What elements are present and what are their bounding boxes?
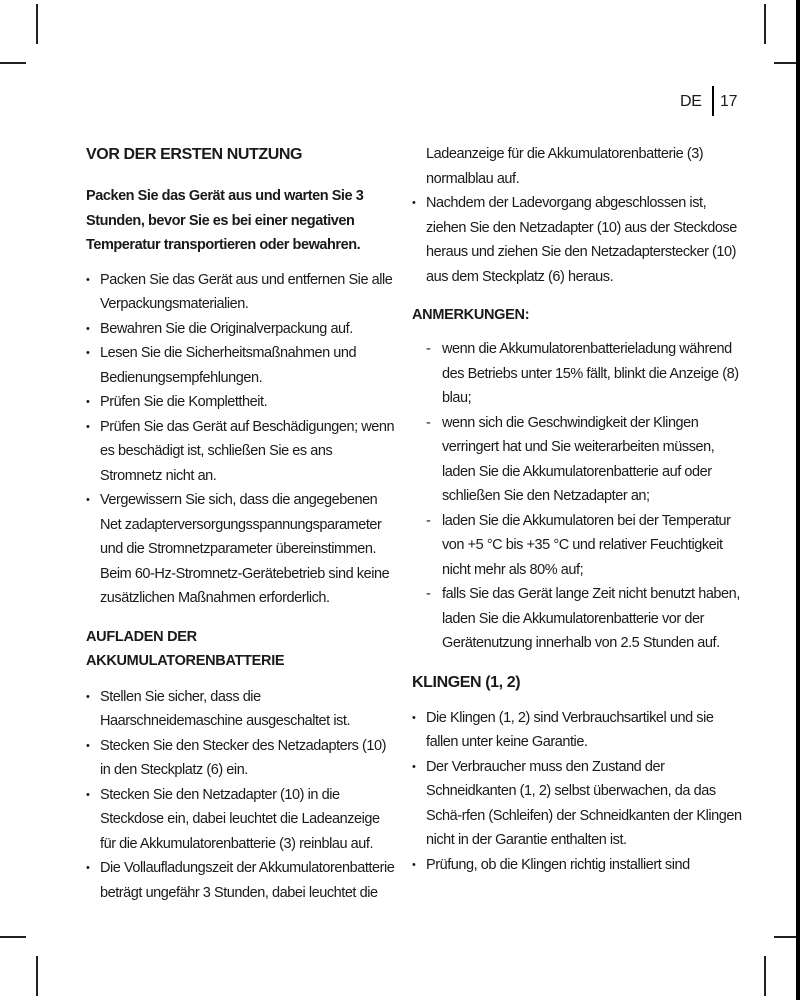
list-item: • Der Verbraucher muss den Zustand der Schneidkanten (1, 2) selbst überwachen, da das Schä-rfen (Schleifen) der Schneidkanten der Klingen nicht in der Garantie enthalten ist.: [412, 755, 744, 853]
list-item: - wenn die Akkumulatorenbatterieladung während des Betriebs unter 15% fällt, blinkt die Anzeige (8) blau;: [412, 337, 744, 411]
crop-mark: [0, 62, 26, 64]
list-item: • Lesen Sie die Sicherheitsmaßnahmen und Bedienungsempfehlungen.: [86, 341, 396, 390]
first-use-lead: Packen Sie das Gerät aus und warten Sie 3 Stunden, bevor Sie es bei einer negativen Temperatur transportieren oder bewahren.: [86, 188, 364, 253]
header-divider: [712, 86, 714, 116]
crop-mark: [0, 936, 26, 938]
blades-list: [412, 706, 744, 878]
crop-mark: [764, 956, 766, 996]
page-edge-bar: [796, 0, 800, 1000]
list-item: • Stecken Sie den Netzadapter (10) in die Steckdose ein, dabei leuchtet die Ladeanzeige für die Akkumulatorenbatterie (3) reinblau auf.: [86, 783, 396, 857]
list-item: • Vergewissern Sie sich, dass die angegebenen Net zadapterversorgungsspannungsparameter und die Stromnetzparameter übereinstimmen. Beim 60-Hz-Stromnetz-Gerätebetrieb sind keine zusätzlichen Maßnahmen erforderlich.: [86, 488, 396, 611]
list-item: • Die Vollaufladungszeit der Akkumulatorenbatterie beträgt ungefähr 3 Stunden, dabei leuchtet die: [86, 856, 396, 905]
list-item: - wenn sich die Geschwindigkeit der Klingen verringert hat und Sie weiterarbeiten müssen, laden Sie die Akkumulatorenbatterie auf oder schließen Sie den Netzadapter an;: [412, 411, 744, 509]
list-item: - falls Sie das Gerät lange Zeit nicht benutzt haben, laden Sie die Akkumulatorenbatterie vor der Gerätenutzung innerhalb von 2.5 Stunden auf.: [412, 582, 744, 656]
list-item: - laden Sie die Akkumulatoren bei der Temperatur von +5 °C bis +35 °C und relativer Feuchtigkeit nicht mehr als 80% auf;: [412, 509, 744, 583]
list-item: • Prüfung, ob die Klingen richtig installiert sind: [412, 853, 744, 878]
charging-list: [86, 685, 396, 906]
list-item: • Bewahren Sie die Originalverpackung auf.: [86, 317, 396, 342]
right-column: [412, 142, 744, 877]
list-item: • Stellen Sie sicher, dass die Haarschneidemaschine ausgeschaltet ist.: [86, 685, 396, 734]
section-title-charging: AUFLADEN DER AKKUMULATORENBATTERIE: [86, 628, 285, 669]
left-column: [86, 142, 396, 905]
continued-text: Ladeanzeige für die Akkumulatorenbatterie (3) normalblau auf.: [426, 146, 704, 187]
section-title-notes: ANMERKUNGEN:: [412, 307, 530, 323]
page-number: 17: [720, 93, 738, 110]
list-item: • Nachdem der Ladevorgang abgeschlossen ist, ziehen Sie den Netzadapter (10) aus der Steckdose heraus und ziehen Sie den Netzadapterstecker (10) aus dem Steckplatz (6) heraus.: [412, 191, 744, 289]
first-use-list: [86, 268, 396, 611]
crop-mark: [764, 4, 766, 44]
notes-list: [412, 337, 744, 656]
list-item: • Packen Sie das Gerät aus und entfernen Sie alle Verpackungsmaterialien.: [86, 268, 396, 317]
crop-mark: [36, 956, 38, 996]
crop-mark: [36, 4, 38, 44]
list-item: • Prüfen Sie die Komplettheit.: [86, 390, 396, 415]
section-title-blades: KLINGEN (1, 2): [412, 673, 521, 691]
list-item: • Stecken Sie den Stecker des Netzadapters (10) in den Steckplatz (6) ein.: [86, 734, 396, 783]
list-item: • Prüfen Sie das Gerät auf Beschädigungen; wenn es beschädigt ist, schließen Sie es ans Stromnetz nicht an.: [86, 415, 396, 489]
list-item: • Die Klingen (1, 2) sind Verbrauchsartikel und sie fallen unter keine Garantie.: [412, 706, 744, 755]
language-code: DE: [680, 93, 702, 110]
section-title-first-use: VOR DER ERSTEN NUTZUNG: [86, 146, 303, 163]
charging-list-continued: [412, 191, 744, 289]
page-header: [680, 93, 738, 111]
